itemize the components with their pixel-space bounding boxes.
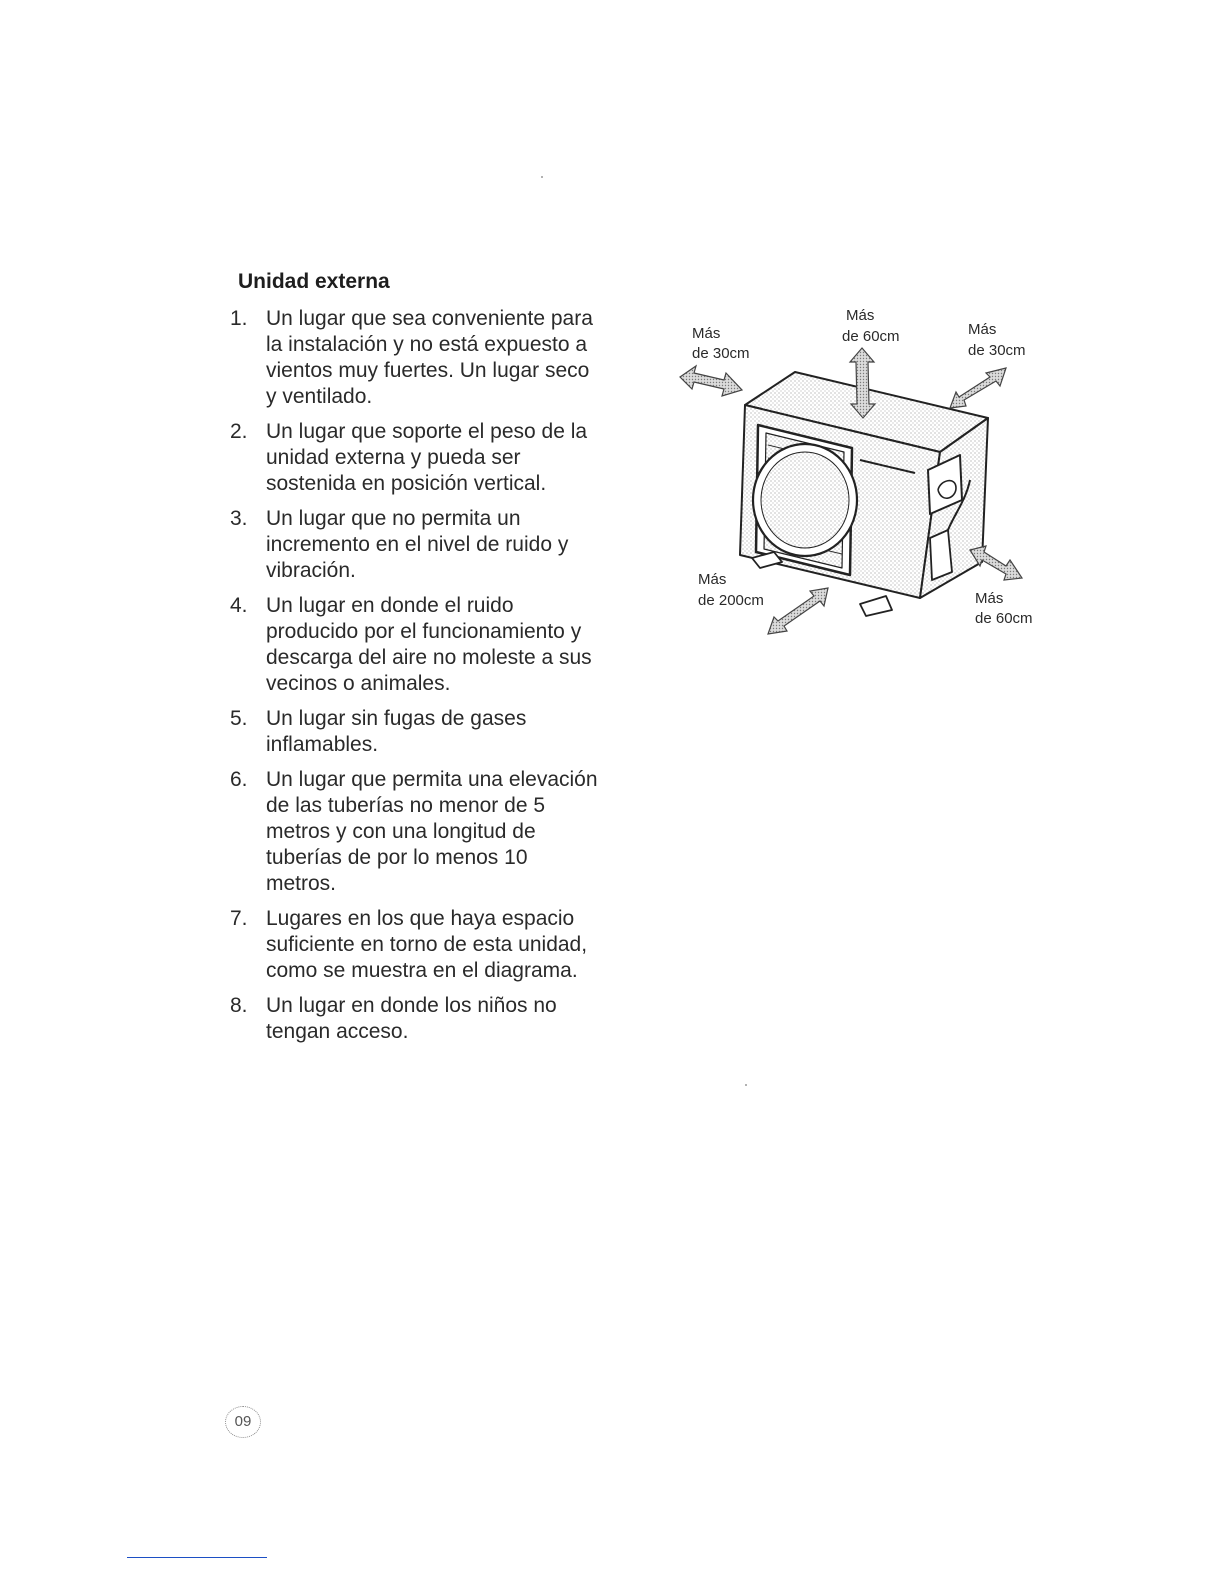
right-clearance-value: de 30cm <box>968 342 1026 359</box>
bottom-rule <box>127 1557 267 1558</box>
side-clearance-value: de 60cm <box>975 610 1033 627</box>
list-item <box>230 906 650 984</box>
requirements-list <box>230 306 650 1054</box>
clearance-arrow-left <box>680 366 742 396</box>
item-number: 2. <box>230 420 248 443</box>
page-number: 09 <box>225 1406 261 1438</box>
item-text: Un lugar que permita una elevación de las tuberías no menor de 5 metros y con una longitud de tuberías de por lo menos 10 metros. <box>266 768 598 895</box>
clearance-arrow-right <box>950 368 1006 408</box>
item-text: Un lugar sin fugas de gases inflamables. <box>266 707 527 756</box>
item-number: 6. <box>230 768 248 791</box>
clearance-arrow-side <box>970 546 1022 580</box>
front-clearance-prefix: Más <box>698 571 727 588</box>
list-item <box>230 593 650 697</box>
section-heading: Unidad externa <box>238 270 390 293</box>
left-clearance-value: de 30cm <box>692 345 750 362</box>
list-item <box>230 306 650 410</box>
scan-speck <box>541 176 543 178</box>
list-item <box>230 767 650 897</box>
clearance-diagram <box>670 300 1060 645</box>
item-text: Un lugar que no permita un incremento en el nivel de ruido y vibración. <box>266 507 569 582</box>
list-item <box>230 419 650 497</box>
list-item <box>230 706 650 758</box>
item-number: 3. <box>230 507 248 530</box>
scan-speck <box>745 1084 747 1086</box>
clearance-arrow-front <box>768 588 828 634</box>
item-number: 1. <box>230 307 248 330</box>
top-clearance-value: de 60cm <box>842 328 900 345</box>
item-text: Un lugar en donde el ruido producido por el funcionamiento y descarga del aire no moleste a sus vecinos o animales. <box>266 594 592 695</box>
list-item <box>230 993 650 1045</box>
front-clearance-value: de 200cm <box>698 592 764 609</box>
side-clearance-prefix: Más <box>975 590 1004 607</box>
clearance-arrow-top <box>850 348 875 418</box>
left-clearance-prefix: Más <box>692 325 721 342</box>
top-clearance-prefix: Más <box>846 307 875 324</box>
item-text: Un lugar en donde los niños no tengan acceso. <box>266 994 557 1043</box>
item-text: Un lugar que sea conveniente para la instalación y no está expuesto a vientos muy fuertes. Un lugar seco y ventilado. <box>266 307 593 408</box>
item-number: 8. <box>230 994 248 1017</box>
list-item <box>230 506 650 584</box>
item-number: 5. <box>230 707 248 730</box>
right-clearance-prefix: Más <box>968 321 997 338</box>
item-text: Lugares en los que haya espacio suficiente en torno de esta unidad, como se muestra en el diagrama. <box>266 907 588 982</box>
item-number: 4. <box>230 594 248 617</box>
item-text: Un lugar que soporte el peso de la unidad externa y pueda ser sostenida en posición vertical. <box>266 420 588 495</box>
item-number: 7. <box>230 907 248 930</box>
